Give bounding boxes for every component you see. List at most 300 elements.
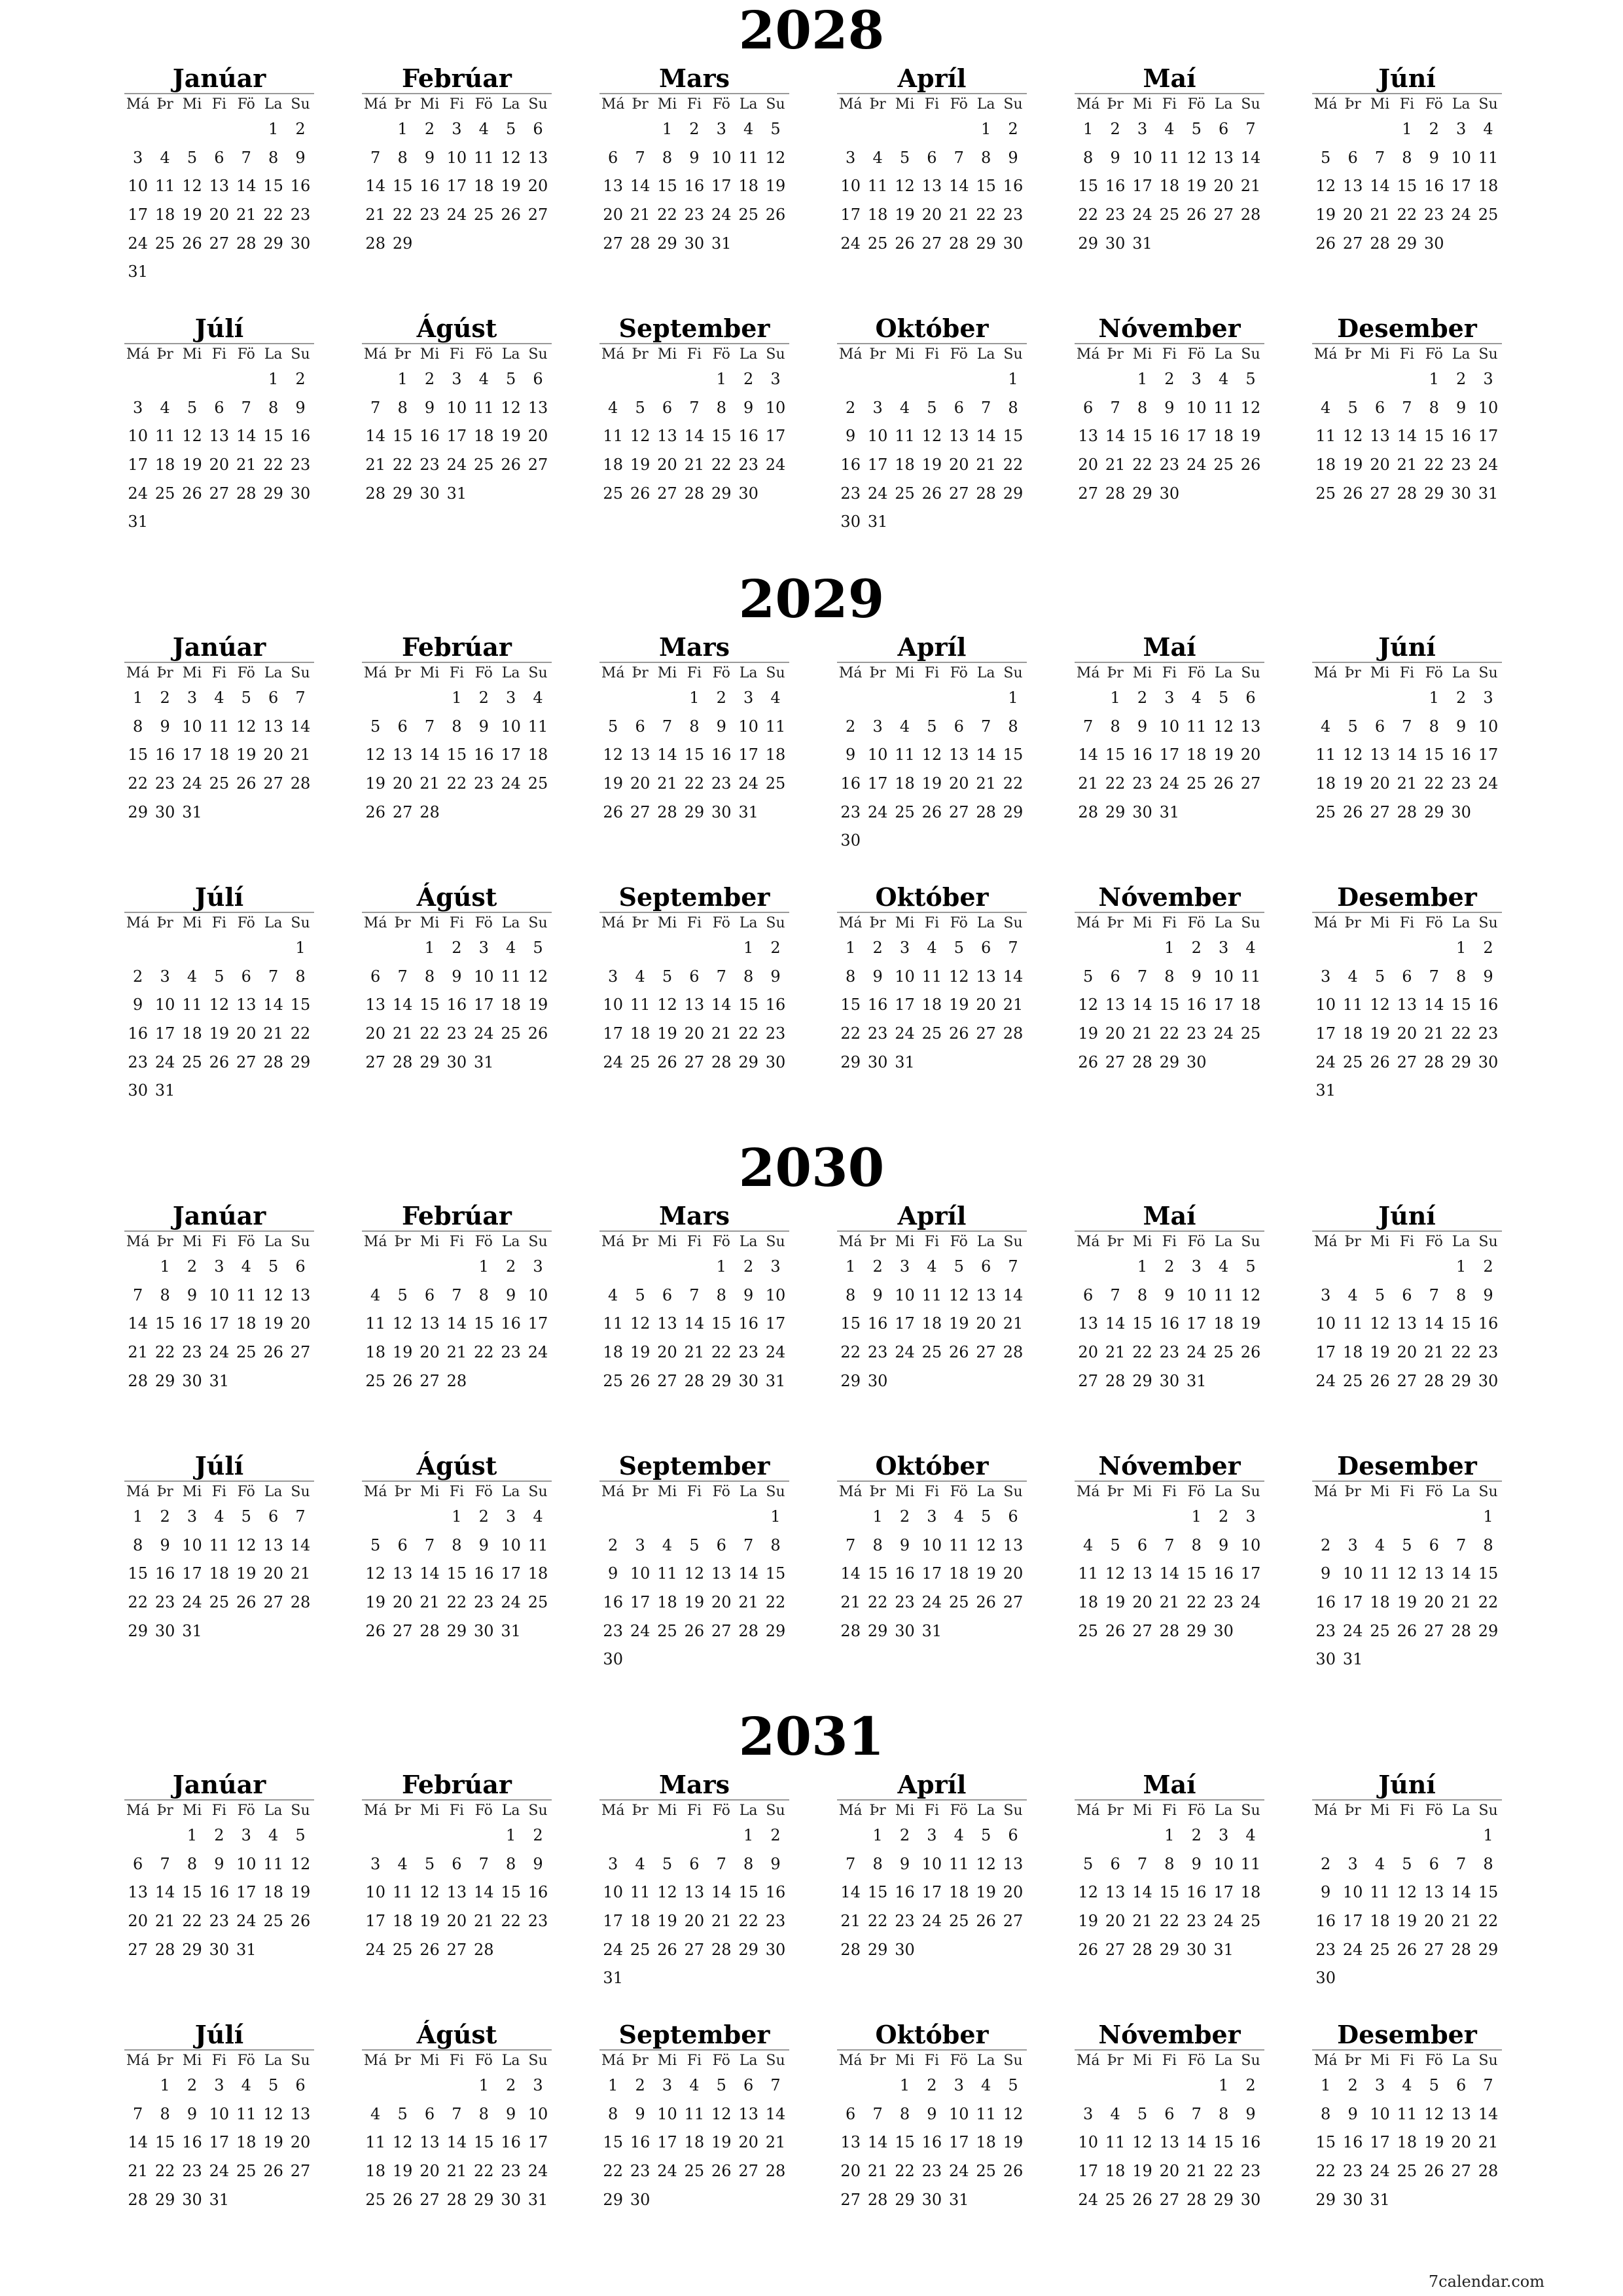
day-cell: 30: [1213, 1621, 1234, 1640]
day-cell: 19: [182, 456, 202, 475]
day-cell: 5: [1110, 1535, 1120, 1554]
day-cell: 4: [899, 398, 910, 417]
weekday-label: Þr: [1344, 665, 1361, 681]
day-cell: 12: [895, 177, 915, 196]
day-grid: [124, 934, 314, 1105]
weekday-label: Mi: [182, 96, 202, 113]
weekday-label: Má: [1076, 915, 1100, 931]
day-cell: 4: [1110, 2104, 1120, 2123]
day-empty: [946, 684, 972, 713]
month-block: [124, 633, 314, 827]
day-cell: 16: [1315, 1912, 1336, 1931]
weekday-label: Su: [766, 2053, 785, 2069]
weekday-label: Má: [363, 2053, 387, 2069]
day-cell: 5: [295, 1826, 306, 1844]
day-cell: 9: [899, 1854, 910, 1873]
weekday-label: Fi: [449, 96, 465, 113]
day-cell: 4: [506, 939, 516, 957]
day-cell: 28: [1478, 2162, 1499, 2181]
weekday-label: Mi: [182, 2053, 202, 2069]
weekday-header: [599, 662, 789, 684]
day-cell: 25: [527, 1593, 548, 1612]
weekday-label: La: [1452, 96, 1471, 113]
day-cell: 26: [921, 484, 942, 503]
day-cell: 30: [1478, 1371, 1499, 1390]
day-cell: 30: [840, 831, 861, 850]
day-cell: 23: [711, 774, 732, 793]
weekday-label: Þr: [869, 2053, 886, 2069]
day-cell: 29: [154, 1371, 175, 1390]
day-cell: 26: [976, 1593, 996, 1612]
day-cell: 5: [187, 148, 198, 167]
day-cell: 15: [1423, 745, 1444, 764]
day-grid: [599, 115, 789, 258]
weekday-header: [362, 93, 552, 115]
day-cell: 9: [872, 1285, 883, 1304]
weekday-header: [1075, 343, 1264, 365]
day-grid: [1312, 684, 1502, 827]
day-cell: 23: [473, 774, 494, 793]
day-cell: 29: [1423, 484, 1444, 503]
day-cell: 29: [128, 802, 148, 821]
weekday-label: Fi: [211, 1803, 227, 1819]
day-cell: 14: [765, 2104, 786, 2123]
weekday-label: Fö: [1425, 96, 1443, 113]
day-cell: 15: [263, 427, 283, 446]
weekday-label: Mi: [895, 915, 915, 931]
weekday-label: Má: [601, 1234, 625, 1250]
weekday-label: Þr: [632, 1234, 649, 1250]
day-cell: 20: [1132, 1593, 1152, 1612]
day-cell: 10: [1342, 1883, 1363, 1902]
day-cell: 21: [711, 1912, 732, 1931]
day-cell: 27: [1213, 206, 1234, 224]
day-cell: 26: [684, 1621, 705, 1640]
weekday-header: [1075, 1230, 1264, 1253]
day-cell: 11: [1315, 427, 1336, 446]
day-cell: 13: [1132, 1564, 1152, 1583]
day-cell: 22: [263, 206, 283, 224]
day-cell: 21: [290, 745, 311, 764]
day-cell: 12: [527, 967, 548, 986]
day-cell: 22: [738, 1912, 758, 1931]
day-cell: 23: [473, 1593, 494, 1612]
day-cell: 5: [1245, 370, 1256, 388]
weekday-label: Fi: [211, 346, 227, 363]
day-cell: 1: [1483, 1507, 1493, 1526]
day-cell: 20: [840, 2162, 861, 2181]
day-cell: 6: [452, 1854, 462, 1873]
day-grid: [124, 2072, 314, 2214]
month-block: [599, 2020, 789, 2214]
day-cell: 4: [241, 2076, 251, 2094]
day-cell: 13: [290, 2104, 311, 2123]
day-cell: 21: [446, 2162, 467, 2181]
day-cell: 17: [630, 1593, 651, 1612]
day-cell: 27: [365, 1052, 385, 1071]
day-cell: 12: [1186, 148, 1207, 167]
day-cell: 2: [160, 689, 170, 707]
day-cell: 11: [1105, 2133, 1126, 2152]
day-cell: 16: [840, 456, 861, 475]
month-block: [124, 64, 314, 287]
month-block: [837, 2020, 1027, 2214]
day-cell: 14: [840, 1883, 861, 1902]
day-cell: 13: [948, 427, 969, 446]
weekday-label: Fö: [237, 96, 255, 113]
day-cell: 29: [1105, 802, 1126, 821]
day-cell: 1: [268, 370, 279, 388]
day-cell: 12: [1342, 427, 1363, 446]
day-empty: [1393, 684, 1420, 713]
day-cell: 12: [921, 745, 942, 764]
day-cell: 22: [473, 1343, 494, 1362]
day-cell: 26: [1132, 2190, 1152, 2209]
weekday-label: Su: [766, 1484, 785, 1500]
day-cell: 11: [765, 717, 786, 736]
day-cell: 24: [236, 1912, 257, 1931]
weekday-label: Fi: [1399, 1234, 1415, 1250]
day-grid: [1312, 1821, 1502, 1993]
day-cell: 23: [765, 1024, 786, 1043]
day-cell: 25: [365, 2190, 385, 2209]
day-cell: 3: [214, 1257, 224, 1276]
day-cell: 8: [506, 1854, 516, 1873]
weekday-label: Su: [291, 96, 310, 113]
day-cell: 6: [743, 2076, 754, 2094]
day-empty: [124, 2072, 151, 2100]
weekday-label: Su: [528, 665, 548, 681]
day-empty: [443, 1821, 470, 1850]
day-cell: 2: [187, 1257, 198, 1276]
day-cell: 18: [765, 745, 786, 764]
day-cell: 4: [927, 1257, 937, 1276]
day-cell: 9: [187, 2104, 198, 2123]
day-cell: 1: [1164, 1826, 1175, 1844]
day-cell: 20: [527, 177, 548, 196]
day-cell: 9: [1110, 148, 1120, 167]
day-cell: 18: [501, 996, 521, 1014]
weekday-label: La: [739, 915, 758, 931]
weekday-label: Mi: [419, 1484, 440, 1500]
weekday-label: Þr: [869, 915, 886, 931]
day-cell: 22: [182, 1912, 202, 1931]
day-cell: 5: [1402, 1535, 1412, 1554]
day-cell: 12: [1213, 717, 1234, 736]
day-cell: 13: [1451, 2104, 1471, 2123]
weekday-header: [362, 912, 552, 934]
month-name: Desember: [1337, 2020, 1477, 2049]
month-name: Október: [875, 314, 989, 343]
day-cell: 10: [630, 1564, 651, 1583]
day-cell: 29: [1159, 1940, 1180, 1959]
day-cell: 2: [927, 2076, 937, 2094]
day-cell: 15: [657, 177, 677, 196]
weekday-label: Mi: [182, 1234, 202, 1250]
day-cell: 5: [981, 1507, 991, 1526]
day-cell: 28: [1370, 234, 1390, 253]
day-cell: 2: [295, 370, 306, 388]
weekday-label: La: [739, 1234, 758, 1250]
day-cell: 7: [295, 689, 306, 707]
month-name: Apríl: [897, 1770, 967, 1799]
day-cell: 23: [684, 206, 705, 224]
weekday-label: Þr: [1344, 1803, 1361, 1819]
day-cell: 29: [1478, 1940, 1499, 1959]
weekday-label: Mi: [1370, 1803, 1390, 1819]
day-cell: 20: [630, 774, 651, 793]
weekday-label: Má: [601, 665, 625, 681]
day-cell: 4: [160, 148, 170, 167]
day-cell: 13: [657, 1314, 677, 1333]
day-cell: 5: [927, 717, 937, 736]
day-cell: 25: [921, 1024, 942, 1043]
day-cell: 23: [1315, 1940, 1336, 1959]
day-cell: 14: [473, 1883, 494, 1902]
weekday-label: Þr: [394, 1484, 411, 1500]
weekday-label: Þr: [1107, 1484, 1124, 1500]
day-empty: [891, 684, 918, 713]
month-block: [599, 1202, 789, 1395]
day-cell: 23: [527, 1912, 548, 1931]
day-cell: 19: [1370, 1024, 1390, 1043]
day-cell: 3: [716, 120, 726, 138]
day-cell: 16: [154, 1564, 175, 1583]
day-empty: [1075, 1503, 1101, 1532]
day-cell: 26: [948, 1343, 969, 1362]
weekday-label: Fö: [1187, 665, 1205, 681]
day-cell: 19: [1132, 2162, 1152, 2181]
day-cell: 4: [770, 689, 781, 707]
day-cell: 7: [689, 1285, 700, 1304]
month-block: [837, 1770, 1027, 1964]
day-cell: 9: [133, 996, 143, 1014]
day-cell: 23: [1159, 1343, 1180, 1362]
day-grid: [837, 684, 1027, 855]
day-cell: 13: [1423, 1564, 1444, 1583]
day-cell: 1: [1483, 1826, 1493, 1844]
day-cell: 2: [160, 1507, 170, 1526]
day-cell: 2: [1137, 689, 1148, 707]
day-cell: 7: [241, 398, 251, 417]
day-cell: 22: [154, 2162, 175, 2181]
day-cell: 3: [1245, 1507, 1256, 1526]
day-cell: 8: [397, 398, 408, 417]
day-empty: [233, 115, 260, 144]
day-cell: 19: [392, 1343, 413, 1362]
day-cell: 18: [738, 177, 758, 196]
day-cell: 21: [419, 774, 440, 793]
day-cell: 8: [1191, 1535, 1202, 1554]
day-cell: 27: [948, 802, 969, 821]
weekday-label: La: [264, 96, 283, 113]
day-cell: 19: [501, 177, 521, 196]
weekday-label: Fi: [211, 96, 227, 113]
day-cell: 28: [1186, 2190, 1207, 2209]
weekday-label: Su: [766, 96, 785, 113]
weekday-label: Þr: [869, 1803, 886, 1819]
day-grid: [124, 115, 314, 287]
day-cell: 3: [635, 1535, 645, 1554]
day-cell: 22: [840, 1343, 861, 1362]
weekday-label: La: [739, 346, 758, 363]
weekday-label: Þr: [394, 915, 411, 931]
day-cell: 26: [1370, 1371, 1390, 1390]
month-name: Október: [875, 882, 989, 912]
day-cell: 28: [1159, 1621, 1180, 1640]
weekday-label: Mi: [419, 915, 440, 931]
weekday-label: Má: [1076, 1803, 1100, 1819]
day-cell: 28: [1397, 484, 1418, 503]
day-cell: 16: [1478, 1314, 1499, 1333]
day-cell: 30: [765, 1052, 786, 1071]
weekday-label: Þr: [1344, 915, 1361, 931]
day-cell: 16: [128, 1024, 148, 1043]
weekday-label: La: [264, 2053, 283, 2069]
month-block: [1075, 1202, 1264, 1395]
day-cell: 10: [209, 2104, 230, 2123]
day-empty: [179, 115, 205, 144]
day-cell: 6: [1008, 1826, 1018, 1844]
day-cell: 2: [872, 1257, 883, 1276]
day-cell: 16: [527, 1883, 548, 1902]
day-grid: [837, 1503, 1027, 1645]
day-cell: 19: [921, 456, 942, 475]
day-cell: 20: [948, 456, 969, 475]
day-cell: 20: [976, 1314, 996, 1333]
day-cell: 24: [128, 234, 148, 253]
day-cell: 15: [154, 2133, 175, 2152]
weekday-label: La: [1214, 1803, 1233, 1819]
weekday-header: [124, 343, 314, 365]
day-cell: 3: [452, 370, 462, 388]
year-title: 2030: [738, 1137, 885, 1198]
day-cell: 18: [392, 1912, 413, 1931]
day-cell: 8: [1219, 2104, 1229, 2123]
day-cell: 23: [419, 206, 440, 224]
day-grid: [599, 1503, 789, 1674]
day-empty: [124, 115, 151, 144]
day-cell: 23: [290, 456, 311, 475]
day-cell: 29: [1397, 234, 1418, 253]
day-cell: 3: [1164, 689, 1175, 707]
weekday-label: Mi: [895, 1234, 915, 1250]
day-cell: 19: [1078, 1024, 1098, 1043]
day-empty: [1156, 1503, 1183, 1532]
month-name: Apríl: [897, 632, 967, 662]
day-cell: 14: [657, 745, 677, 764]
day-cell: 12: [976, 1535, 996, 1554]
day-cell: 15: [1423, 427, 1444, 446]
month-block: [124, 1770, 314, 1964]
weekday-label: Fö: [1425, 1803, 1443, 1819]
day-cell: 30: [1186, 1940, 1207, 1959]
day-cell: 24: [1132, 206, 1152, 224]
month-name: Október: [875, 2020, 989, 2049]
day-cell: 19: [1315, 206, 1336, 224]
weekday-label: Fi: [1399, 2053, 1415, 2069]
day-cell: 19: [1186, 177, 1207, 196]
day-cell: 2: [506, 2076, 516, 2094]
day-cell: 26: [657, 1940, 677, 1959]
weekday-label: Þr: [156, 1484, 173, 1500]
weekday-label: Má: [363, 346, 387, 363]
weekday-label: Þr: [156, 346, 173, 363]
day-cell: 22: [1078, 206, 1098, 224]
day-cell: 4: [872, 148, 883, 167]
day-cell: 22: [1213, 2162, 1234, 2181]
day-cell: 7: [662, 717, 673, 736]
day-cell: 24: [1370, 2162, 1390, 2181]
day-cell: 22: [738, 1024, 758, 1043]
month-block: [599, 633, 789, 827]
day-cell: 22: [154, 1343, 175, 1362]
day-cell: 25: [473, 206, 494, 224]
weekday-label: Mi: [182, 346, 202, 363]
day-empty: [681, 934, 707, 963]
day-cell: 5: [1347, 717, 1358, 736]
day-cell: 25: [154, 484, 175, 503]
day-empty: [362, 1503, 389, 1532]
day-cell: 8: [1483, 1535, 1493, 1554]
day-cell: 25: [684, 2162, 705, 2181]
day-cell: 21: [473, 1912, 494, 1931]
day-cell: 19: [684, 1593, 705, 1612]
day-cell: 7: [1137, 1854, 1148, 1873]
day-cell: 29: [711, 484, 732, 503]
day-cell: 30: [738, 1371, 758, 1390]
day-cell: 17: [765, 427, 786, 446]
weekday-label: Má: [601, 1803, 625, 1819]
day-cell: 7: [452, 2104, 462, 2123]
day-grid: [124, 365, 314, 537]
day-cell: 6: [1219, 120, 1229, 138]
weekday-label: Þr: [1107, 915, 1124, 931]
day-cell: 25: [630, 1940, 651, 1959]
day-empty: [837, 1503, 864, 1532]
day-grid: [837, 1821, 1027, 1964]
day-grid: [1075, 2072, 1264, 2214]
day-cell: 1: [1321, 2076, 1331, 2094]
day-cell: 15: [128, 745, 148, 764]
weekday-header: [124, 1799, 314, 1821]
day-cell: 22: [976, 206, 996, 224]
day-cell: 19: [236, 1564, 257, 1583]
day-empty: [1075, 1253, 1101, 1282]
weekday-label: Mi: [895, 346, 915, 363]
day-cell: 16: [1132, 745, 1152, 764]
weekday-label: Fi: [924, 346, 940, 363]
day-cell: 6: [1164, 2104, 1175, 2123]
weekday-label: Má: [838, 915, 863, 931]
weekday-label: Su: [1478, 665, 1498, 681]
day-cell: 25: [976, 2162, 996, 2181]
day-cell: 8: [1456, 1285, 1467, 1304]
day-cell: 29: [1159, 1052, 1180, 1071]
month-name: Nóvember: [1098, 1451, 1241, 1480]
weekday-label: Fi: [1162, 1234, 1177, 1250]
weekday-label: Má: [126, 1484, 150, 1500]
month-name: Febrúar: [402, 632, 512, 662]
day-cell: 12: [1003, 2104, 1024, 2123]
weekday-label: Su: [1241, 915, 1260, 931]
day-cell: 27: [1370, 484, 1390, 503]
day-cell: 11: [948, 1854, 969, 1873]
day-cell: 8: [1483, 1854, 1493, 1873]
weekday-label: Mi: [657, 665, 677, 681]
day-cell: 5: [635, 1285, 645, 1304]
day-cell: 24: [473, 1024, 494, 1043]
